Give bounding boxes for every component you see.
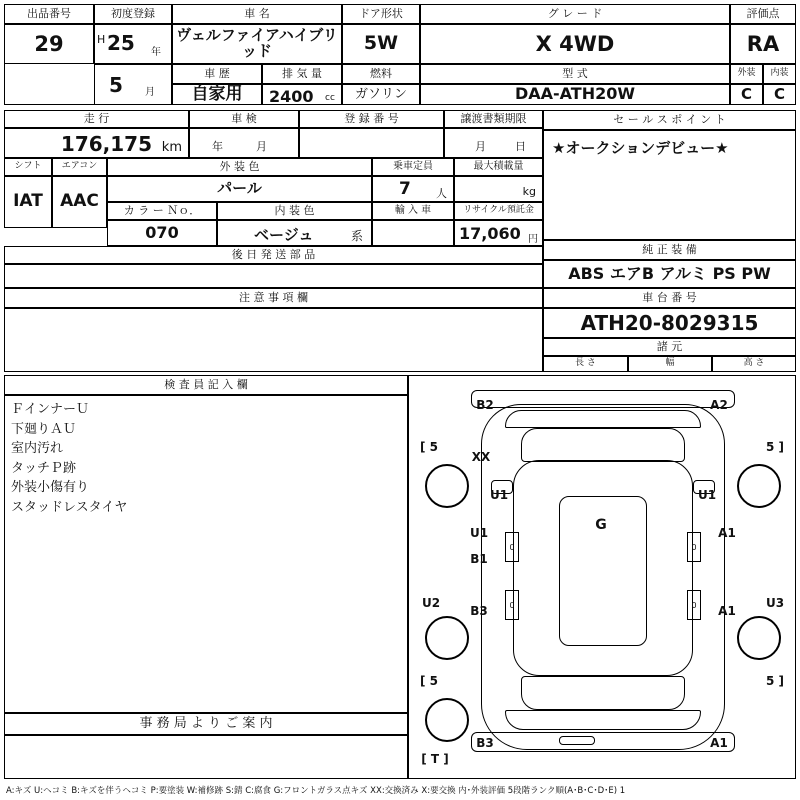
interior-color-suffix: 系 xyxy=(350,229,363,243)
later-shipment-parts-value xyxy=(4,264,543,288)
wheel-rear-right xyxy=(737,616,781,660)
shaken-label: 車 検 xyxy=(189,110,299,128)
mark-left-b1: B1 xyxy=(470,552,488,566)
mark-xx: XX xyxy=(471,450,491,464)
office-notes-box xyxy=(4,735,408,779)
exterior-grade-label: 外装 xyxy=(730,64,763,84)
exterior-grade-value: C xyxy=(730,84,763,105)
rear-bumper xyxy=(471,732,735,752)
model-code-value: DAA-ATH20W xyxy=(420,84,730,105)
inspector-line: ＦインナーＵ xyxy=(11,402,90,417)
mark-right-u3: U3 xyxy=(765,596,785,610)
interior-color-value: ベージュ xyxy=(254,226,314,244)
mark-a2: A2 xyxy=(710,398,728,412)
score-label: 評価点 xyxy=(730,4,796,24)
mileage-value: 176,175 xyxy=(60,132,152,156)
mark-left-upper-5: [ 5 xyxy=(419,440,438,454)
first-reg-era: H xyxy=(97,33,106,46)
fuel-label: 燃料 xyxy=(342,64,420,84)
mark-left-lower-5: [ 5 xyxy=(419,674,438,688)
transfer-month-unit: 月 xyxy=(475,140,486,153)
inspector-line: 外装小傷有り xyxy=(11,480,90,495)
fuel-value: ガソリン xyxy=(342,84,420,105)
mileage-label: 走 行 xyxy=(4,110,189,128)
inspector-line: 下廻りＡＵ xyxy=(11,421,77,437)
aircon-value: AAC xyxy=(52,176,107,228)
first-reg-month: 5 xyxy=(109,73,123,97)
mark-bottom-t: [ T ] xyxy=(421,752,449,766)
inspector-title: 検 査 員 記 入 欄 xyxy=(4,375,408,395)
inspector-line: 室内汚れ xyxy=(11,441,64,456)
legend-text: A:キズ U:ヘコミ B:キズを伴うヘコミ P:要塗装 W:補修跡 S:錆 C:腐食 G:フロントガラス点キズ XX:交換済み X:要交換 内･外装評価 5段階ランク順(A･B･C･D･E) 1 xyxy=(6,786,626,796)
rear-window xyxy=(521,676,685,710)
first-reg-label: 初度登録 xyxy=(94,4,172,24)
interior-color-label: 内 装 色 xyxy=(217,202,372,220)
trunk-panel xyxy=(505,710,701,730)
seats-value: 7 xyxy=(399,179,411,199)
wheel-front-right xyxy=(737,464,781,508)
registration-no-value xyxy=(299,128,444,158)
inspector-line: タッチＰ跡 xyxy=(11,460,77,476)
front-windshield xyxy=(521,428,685,462)
shaken-month-unit: 月 xyxy=(256,140,267,153)
door-shape-value: 5W xyxy=(342,24,420,64)
interior-grade-label: 内装 xyxy=(763,64,796,84)
wheel-spare-left xyxy=(425,698,469,742)
recycle-deposit-unit: 円 xyxy=(528,234,538,245)
displacement-value: 2400 xyxy=(269,87,314,106)
history-value: 自家用 xyxy=(172,84,262,105)
notes-value xyxy=(4,308,543,372)
damage-diagram xyxy=(408,375,796,779)
shaken-value-cell xyxy=(189,128,299,158)
panel-marker-left-rear: 0 xyxy=(505,590,519,620)
front-bumper xyxy=(471,390,735,408)
office-title: 事 務 局 よ り ご 案 内 xyxy=(4,713,408,735)
shift-value: IAT xyxy=(4,176,52,228)
transfer-deadline-label: 譲渡書類期限 xyxy=(444,110,543,128)
grade-label: グ レ ー ド xyxy=(420,4,730,24)
inspector-notes-list xyxy=(5,396,407,521)
mark-bottom-a1: A1 xyxy=(710,736,728,750)
model-code-label: 型 式 xyxy=(420,64,730,84)
score-value: RA xyxy=(730,24,796,64)
color-no-label: カ ラ ー Ｎｏ． xyxy=(107,202,217,220)
displacement-value-cell xyxy=(262,84,342,105)
max-load-label: 最大積載量 xyxy=(454,158,543,176)
transfer-day-unit: 日 xyxy=(515,140,526,153)
sales-point-text: ★オークションデビュー★ xyxy=(552,139,729,157)
exhibit-no-label: 出品番号 xyxy=(4,4,94,24)
height-label: 高 さ xyxy=(712,356,796,372)
car-name-label: 車 名 xyxy=(172,4,342,24)
mark-b2: B2 xyxy=(476,398,494,412)
door-shape-label: ドア形状 xyxy=(342,4,420,24)
mark-left-u1-inner: U1 xyxy=(469,526,489,540)
color-no-value: 070 xyxy=(107,220,217,246)
length-label: 長 さ xyxy=(543,356,628,372)
transfer-deadline-value xyxy=(444,128,543,158)
car-name-value: ヴェルファイアハイブリッド xyxy=(172,24,342,64)
seats-unit: 人 xyxy=(436,187,447,200)
first-reg-month-unit: 月 xyxy=(145,87,155,98)
rear-plate xyxy=(559,736,595,745)
recycle-deposit-label: リサイクル預託金 xyxy=(454,202,543,220)
aircon-label: エアコン xyxy=(52,158,107,176)
max-load-unit: kg xyxy=(522,185,536,198)
wheel-front-left xyxy=(425,464,469,508)
mileage-unit: km xyxy=(161,140,182,155)
history-label: 車 歴 xyxy=(172,64,262,84)
displacement-unit: cc xyxy=(325,93,335,103)
sales-point-box xyxy=(543,130,796,240)
inspector-line: スタッドレスタイヤ xyxy=(11,499,128,515)
recycle-deposit-value: 17,060 xyxy=(459,224,521,243)
registration-no-label: 登 録 番 号 xyxy=(299,110,444,128)
mark-right-u1-outer: U1 xyxy=(697,488,717,502)
equipment-label: 純 正 装 備 xyxy=(543,240,796,260)
mark-right-a1-upper: A1 xyxy=(718,526,736,540)
later-shipment-parts-label: 後 日 発 送 部 品 xyxy=(4,246,543,264)
exhibit-no-value: 29 xyxy=(4,24,94,64)
seats-label: 乗車定員 xyxy=(372,158,454,176)
mark-bottom-b3: B3 xyxy=(476,736,494,750)
first-reg-year: 25 xyxy=(107,31,135,55)
dimensions-label: 諸 元 xyxy=(543,338,796,356)
panel-marker-right-rear: 0 xyxy=(687,590,701,620)
first-reg-value xyxy=(94,24,172,64)
displacement-label: 排 気 量 xyxy=(262,64,342,84)
seats-value-cell xyxy=(372,176,454,202)
panel-marker-left-front: 0 xyxy=(505,532,519,562)
mark-center-g: G xyxy=(595,517,607,533)
mark-right-a1-lower: A1 xyxy=(718,604,736,618)
exterior-color-label: 外 装 色 xyxy=(107,158,372,176)
first-reg-month-cell xyxy=(94,64,172,105)
notes-label: 注 意 事 項 欄 xyxy=(4,288,543,308)
shaken-year-unit: 年 xyxy=(212,140,223,153)
recycle-deposit-value-cell xyxy=(454,220,543,246)
mark-left-u2: U2 xyxy=(421,596,441,610)
shift-label: シフト xyxy=(4,158,52,176)
interior-color-value-cell xyxy=(217,220,372,246)
sales-point-label: セ ー ル ス ポ イ ン ト xyxy=(543,110,796,130)
mileage-value-cell xyxy=(4,128,189,158)
mark-left-b3: B3 xyxy=(470,604,488,618)
mark-right-lower-5: 5 ] xyxy=(765,674,784,688)
mark-left-u1-outer: U1 xyxy=(489,488,509,502)
mark-right-upper-5: 5 ] xyxy=(765,440,784,454)
interior-grade-value: C xyxy=(763,84,796,105)
inspector-notes-box xyxy=(4,395,408,713)
equipment-value: ABS エアB アルミ PS PW xyxy=(543,260,796,288)
import-label: 輸 入 車 xyxy=(372,202,454,220)
grade-value: X 4WD xyxy=(420,24,730,64)
chassis-no-value: ATH20-8029315 xyxy=(543,308,796,338)
chassis-no-label: 車 台 番 号 xyxy=(543,288,796,308)
hood-panel xyxy=(505,410,701,428)
import-value xyxy=(372,220,454,246)
panel-marker-right-front: 0 xyxy=(687,532,701,562)
exterior-color-value: パール xyxy=(107,176,372,202)
wheel-rear-left xyxy=(425,616,469,660)
first-reg-year-unit: 年 xyxy=(151,47,161,58)
max-load-value-cell xyxy=(454,176,543,202)
width-label: 幅 xyxy=(628,356,712,372)
